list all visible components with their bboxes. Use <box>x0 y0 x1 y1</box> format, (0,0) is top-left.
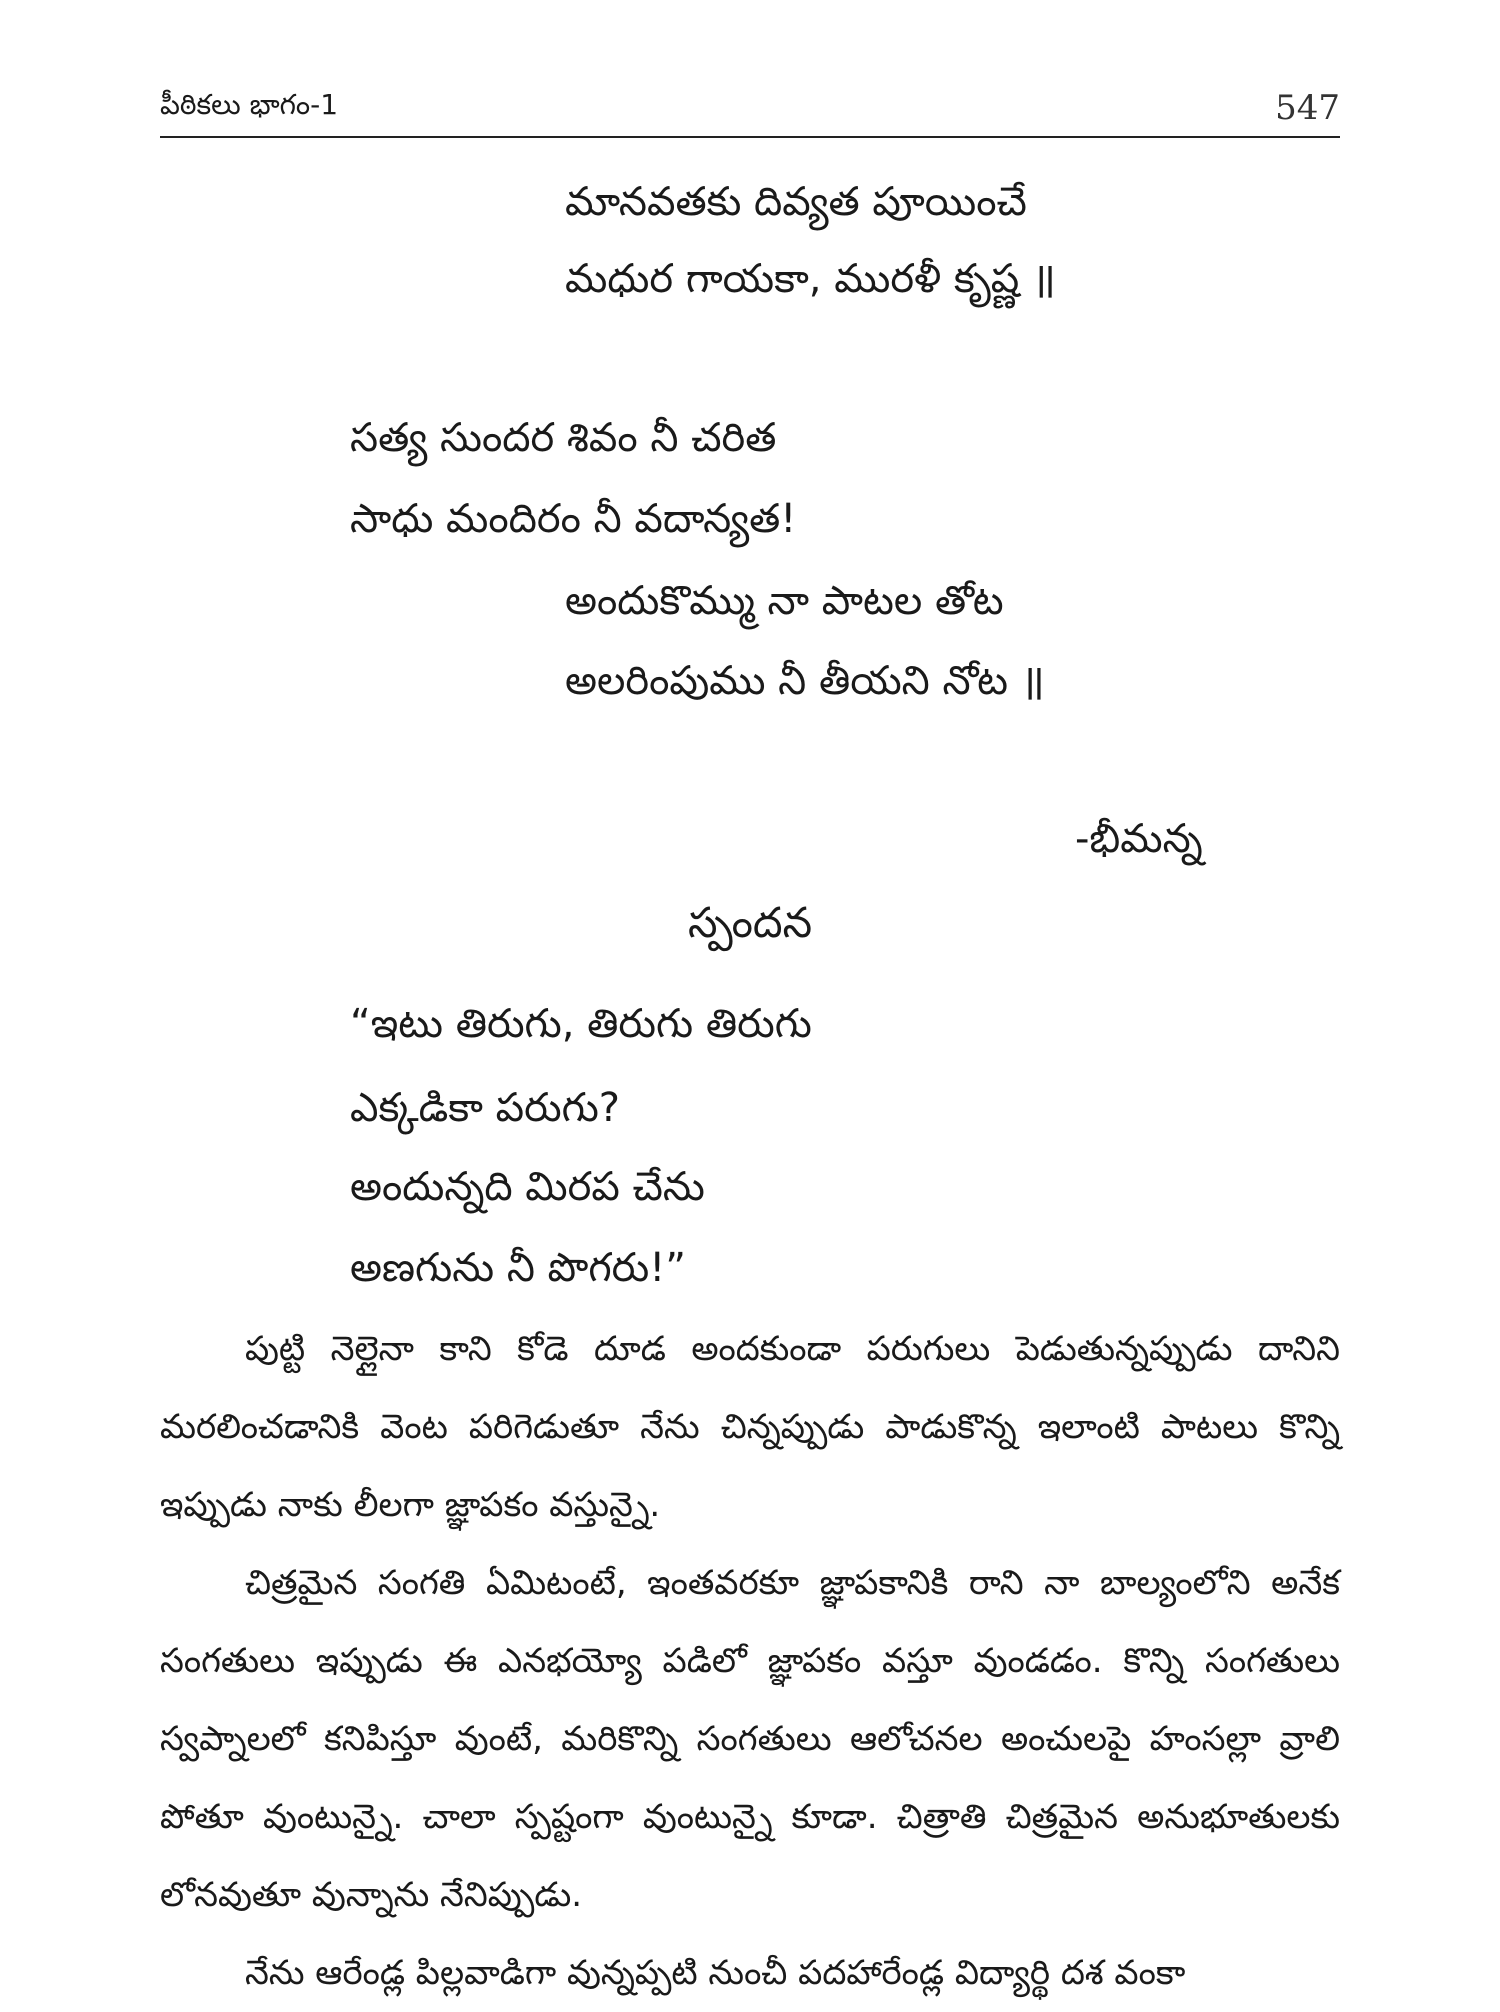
running-title: పీఠికలు భాగం-1 <box>160 88 339 121</box>
poem1-line-2: మధుర గాయకా, మురళీ కృష్ణ ॥ <box>565 256 1056 302</box>
paragraph-3: నేను ఆరేండ్ల పిల్లవాడిగా వున్నప్పటి నుంచీ పదహారేండ్ల విద్యార్థి దశ వంకా <box>245 1953 1186 1993</box>
section-title: స్పందన <box>687 898 813 947</box>
paragraph-1: పుట్టి నెల్లైనా కాని కోడె దూడ అందకుండా పరుగులు పెడుతున్నప్పుడు దానిని మరలించడానికి వెంట పరిగెడుతూ నేను చిన్నప్పుడు పాడుకొన్న ఇలాంటి పాటలు కొన్ని ఇప్పుడు నాకు లీలగా జ్ఞాపకం వస్తున్నై. <box>160 1329 1340 1525</box>
poem2-line-3: అందుకొమ్ము నా పాటల తోట <box>565 578 1004 624</box>
poem3-line-2: ఎక్కడికా పరుగు? <box>350 1085 621 1131</box>
page-header <box>160 88 1340 136</box>
poem3-line-1: “ఇటు తిరుగు, తిరుగు తిరుగు <box>350 1001 812 1047</box>
body-text <box>160 1310 1340 2012</box>
paragraph-2: చిత్రమైన సంగతి ఏమిటంటే, ఇంతవరకూ జ్ఞాపకానికి రాని నా బాల్యంలోని అనేక సంగతులు ఇప్పుడు ఈ ఎనభయ్యో పడిలో జ్ఞాపకం వస్తూ వుండడం. కొన్ని సంగతులు స్వప్నాలలో కనిపిస్తూ వుంటే, మరికొన్ని సంగతులు ఆలోచనల అంచులపై హంసల్లా వ్రాలి పోతూ వుంటున్నై. చాలా స్పష్టంగా వుంటున్నై కూడా. చిత్రాతి చిత్రమైన అనుభూతులకు లోనవుతూ వున్నాను నేనిప్పుడు. <box>160 1563 1340 1915</box>
author-signature: -భీమన్న <box>1075 816 1203 862</box>
poem3-line-3: అందున్నది మిరప చేను <box>350 1164 705 1210</box>
page-number: 547 <box>1275 88 1340 128</box>
poem2-line-2: సాధు మందిరం నీ వదాన్యత! <box>350 496 797 542</box>
poem2-line-4: అలరింపుము నీ తీయని నోట ॥ <box>565 658 1045 704</box>
poem2-line-1: సత్య సుందర శివం నీ చరిత <box>350 415 777 461</box>
poem3-line-4: అణగును నీ పొగరు!” <box>350 1245 686 1291</box>
header-rule <box>160 136 1340 138</box>
poem1-line-1: మానవతకు దివ్యత పూయించే <box>565 179 1027 225</box>
